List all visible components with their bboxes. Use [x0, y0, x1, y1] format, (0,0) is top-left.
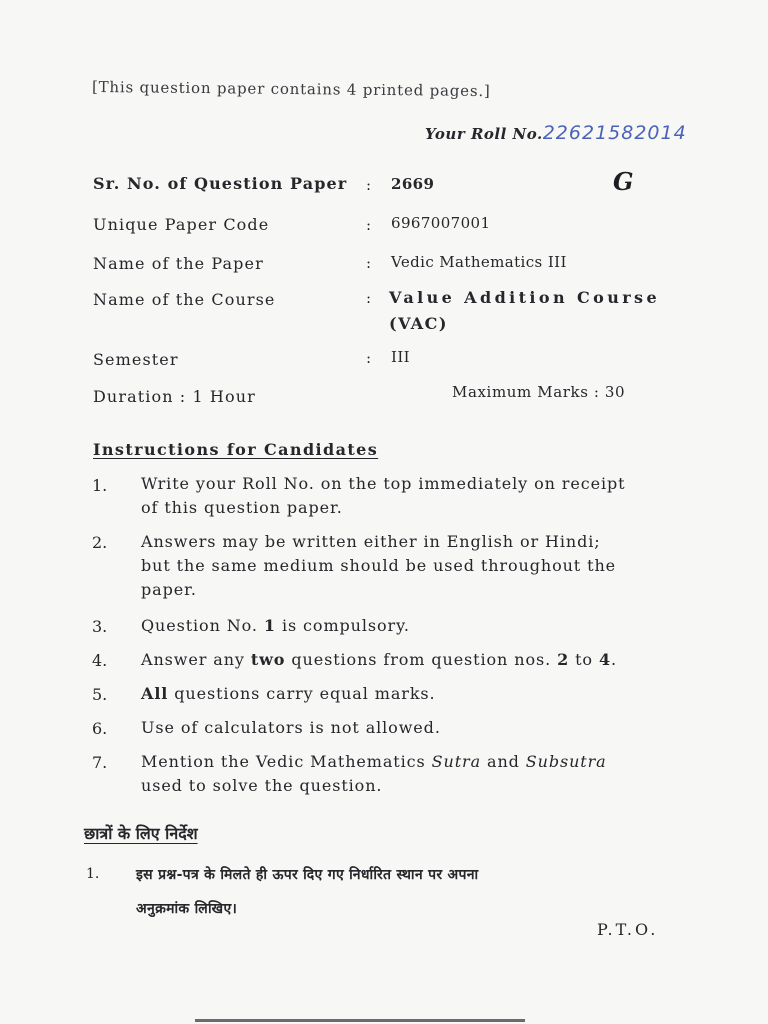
instruction-number: 6. — [92, 719, 108, 738]
header-note: [This question paper contains 4 printed pages.] — [91, 77, 491, 101]
hindi-instruction-number: 1. — [86, 866, 100, 882]
instruction-number: 7. — [92, 753, 108, 772]
instruction-number: 1. — [92, 476, 108, 495]
roll-number — [425, 122, 687, 144]
instruction-1: Write your Roll No. on the top immediately on receipt of this question paper. — [141, 474, 626, 517]
paper-code-value: 6967007001 — [391, 214, 491, 232]
instruction-5: All questions carry equal marks. — [141, 684, 436, 703]
course-name-value-line1: Value Addition Course — [389, 288, 661, 307]
pto: P.T.O. — [597, 920, 659, 939]
set-mark: G — [613, 167, 634, 196]
course-name-colon: : — [366, 289, 372, 307]
paper-name-value: Vedic Mathematics III — [391, 253, 567, 271]
instructions-heading: Instructions for Candidates — [93, 440, 379, 459]
instruction-number: 3. — [92, 617, 108, 636]
instruction-3: Question No. 1 is compulsory. — [141, 616, 410, 635]
paper-code-colon: : — [366, 216, 372, 234]
duration: Duration : 1 Hour — [93, 387, 256, 406]
course-name-value-line2: (VAC) — [389, 314, 448, 333]
sr-no-colon: : — [366, 176, 372, 194]
sr-no-label: Sr. No. of Question Paper — [93, 174, 348, 193]
instruction-7: Mention the Vedic Mathematics Sutra and Subsutra used to solve the question. — [141, 752, 607, 795]
sr-no-value: 2669 — [391, 175, 435, 193]
page-edge-divider — [195, 1019, 525, 1022]
instruction-4: Answer any two questions from question nos. 2 to 4. — [141, 650, 617, 669]
semester-value: III — [391, 348, 410, 366]
instruction-2: Answers may be written either in English or Hindi; but the same medium should be used throughout the paper. — [141, 532, 617, 599]
instruction-number: 5. — [92, 685, 108, 704]
paper-name-colon: : — [366, 254, 372, 272]
roll-handwritten: 22621582014 — [542, 122, 687, 144]
paper-name-label: Name of the Paper — [93, 254, 264, 273]
paper-code-label: Unique Paper Code — [93, 215, 270, 234]
semester-colon: : — [366, 349, 372, 367]
instruction-6: Use of calculators is not allowed. — [141, 718, 441, 737]
instruction-number: 4. — [92, 651, 108, 670]
hindi-instruction-1: इस प्रश्न-पत्र के मिलते ही ऊपर दिए गए निर्धारित स्थान पर अपना अनुक्रमांक लिखिए। — [136, 867, 479, 917]
hindi-instructions-heading: छात्रों के लिए निर्देश — [84, 824, 198, 843]
roll-label: Your Roll No. — [425, 125, 543, 143]
semester-label: Semester — [93, 350, 179, 369]
instruction-number: 2. — [92, 533, 108, 552]
maximum-marks: Maximum Marks : 30 — [452, 383, 626, 401]
course-name-label: Name of the Course — [93, 290, 276, 309]
